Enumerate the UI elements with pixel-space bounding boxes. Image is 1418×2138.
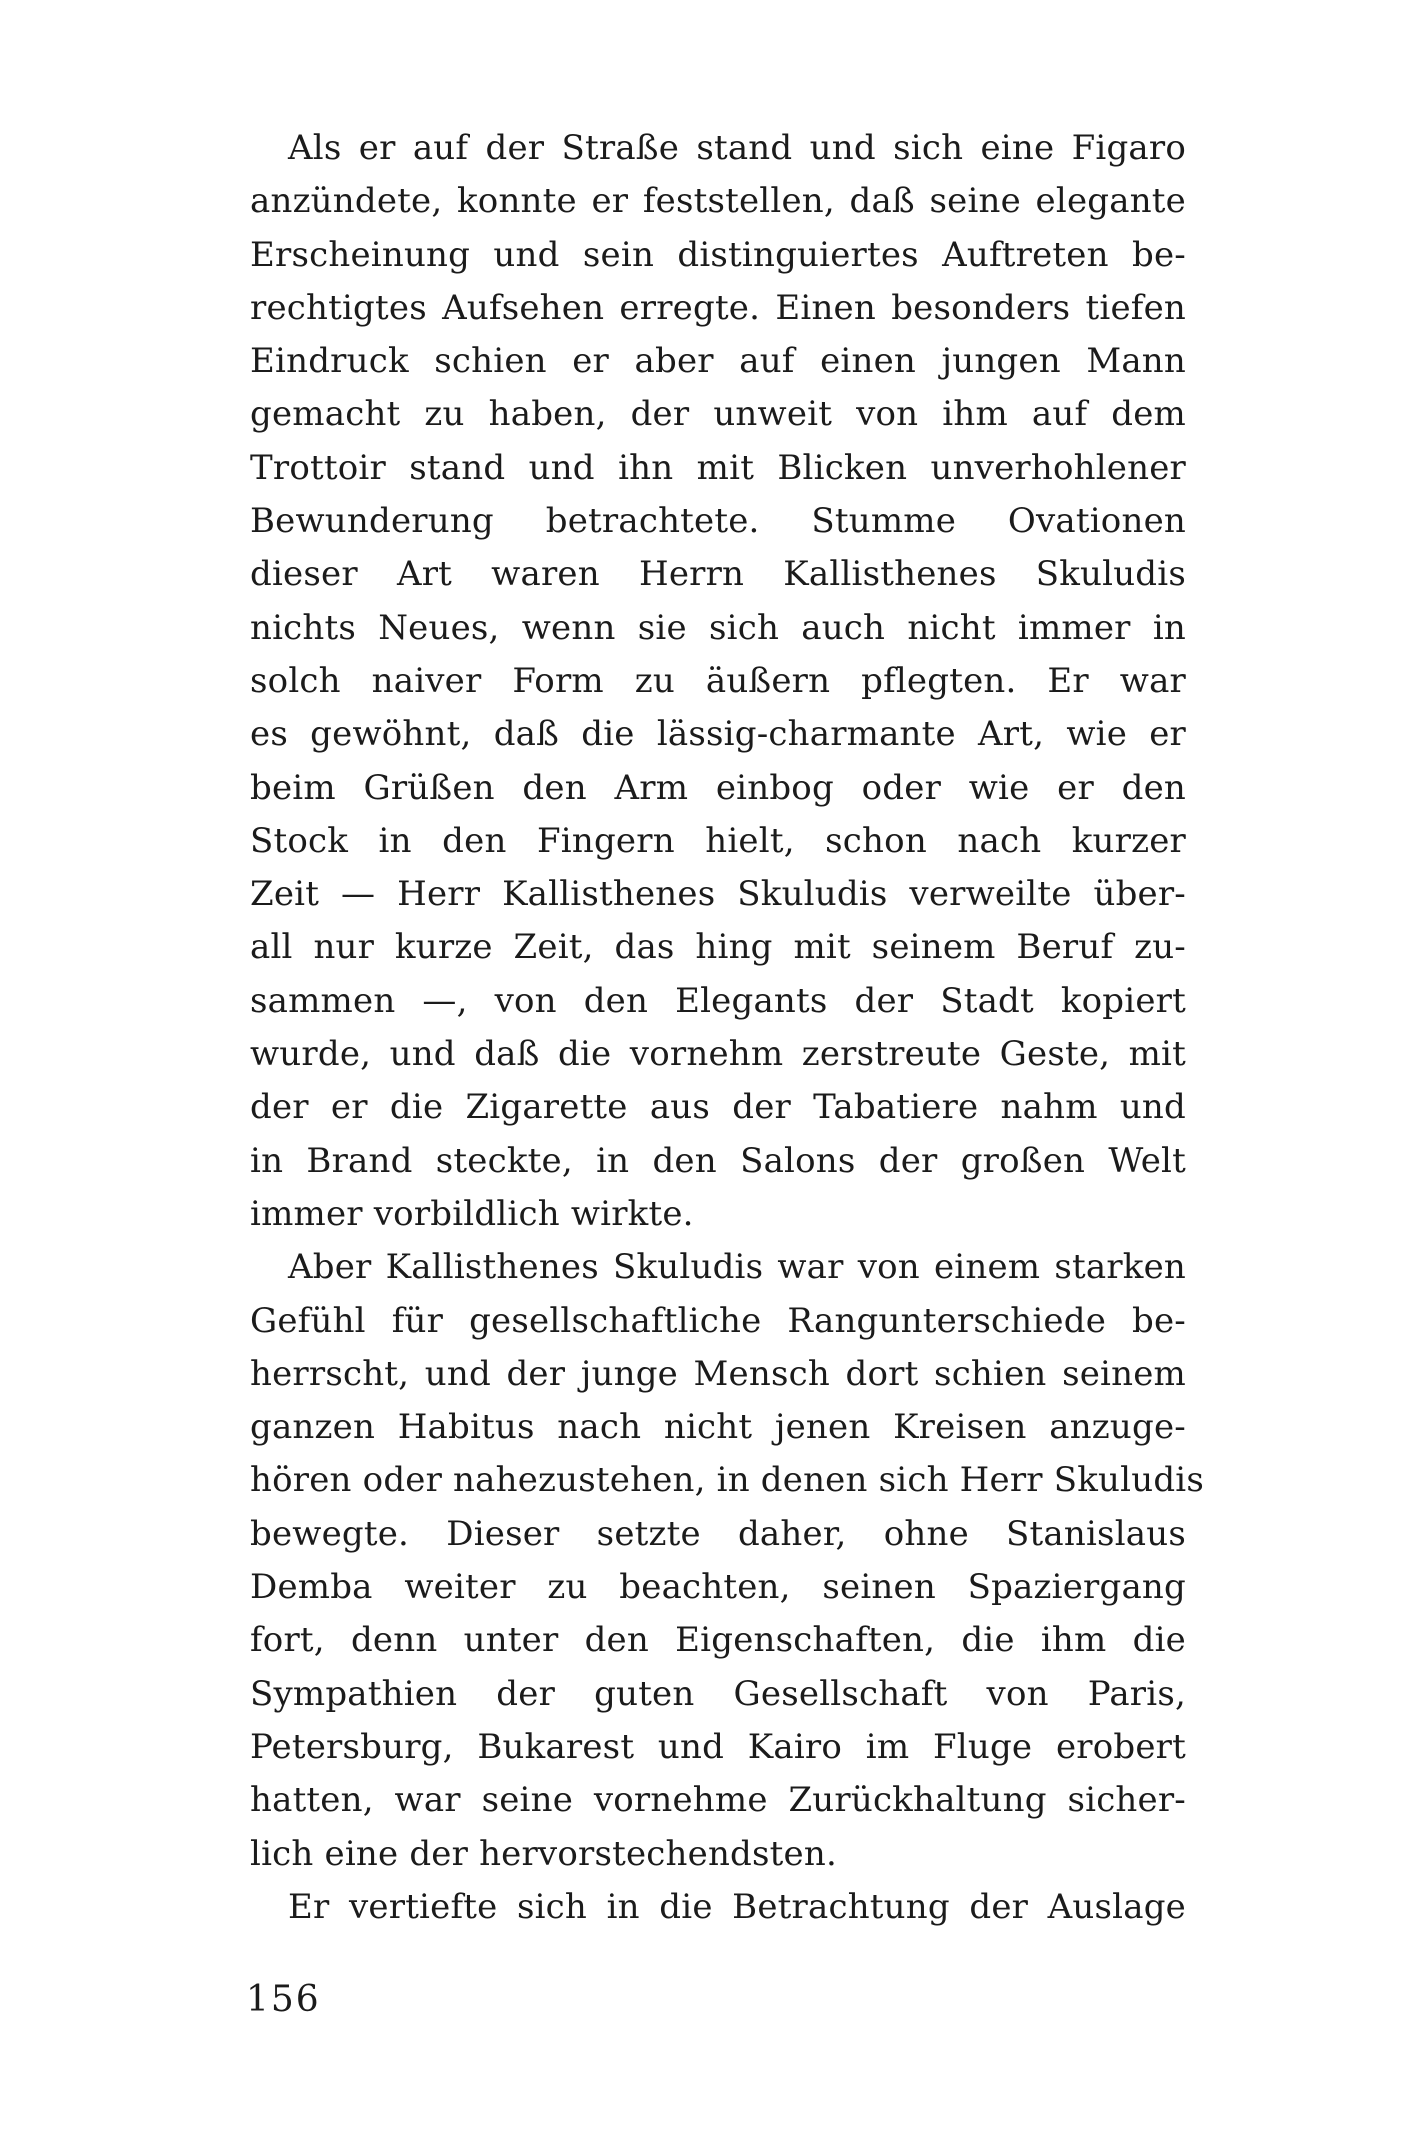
text-line: Erscheinung und sein distinguiertes Auftreten be- [250,234,1186,275]
text-line: bewegte. Dieser setzte daher, ohne Stanislaus [250,1513,1186,1554]
text-line: es gewöhnt, daß die lässig-charmante Art, wie er [250,714,1186,755]
text-line: dieser Art waren Herrn Kallisthenes Skuludis [250,554,1186,595]
text-line: Sympathien der guten Gesellschaft von Paris, [250,1673,1186,1714]
text-line: wurde, und daß die vornehm zerstreute Geste, mit [250,1034,1186,1075]
page-number: 156 [246,1979,321,2020]
text-line: Als er auf der Straße stand und sich eine Figaro [288,128,1186,168]
text-line: Demba weiter zu beachten, seinen Spaziergang [250,1567,1186,1608]
text-line: anzündete, konnte er feststellen, daß seine elegante [250,181,1186,222]
text-line: Gefühl für gesellschaftliche Rangunterschiede be- [250,1300,1186,1341]
text-line: Eindruck schien er aber auf einen jungen Mann [250,341,1186,382]
body-text [250,122,1205,1934]
text-line: Stock in den Fingern hielt, schon nach kurzer [250,820,1186,861]
text-line: solch naiver Form zu äußern pflegten. Er war [250,660,1186,701]
text-line: rechtigtes Aufsehen erregte. Einen besonders tiefen [250,287,1186,328]
text-line: Trottoir stand und ihn mit Blicken unverhohlener [250,447,1186,488]
text-line: in Brand steckte, in den Salons der großen Welt [250,1140,1186,1181]
text-line: herrscht, und der junge Mensch dort schien seinem [250,1353,1186,1394]
text-line: all nur kurze Zeit, das hing mit seinem Beruf zu- [250,927,1186,968]
text-line: beim Grüßen den Arm einbog oder wie er den [250,767,1186,808]
text-line: nichts Neues, wenn sie sich auch nicht immer in [250,607,1186,648]
text-line: immer vorbildlich wirkte. [250,1193,694,1234]
text-line: hatten, war seine vornehme Zurückhaltung sicher- [250,1780,1186,1821]
text-line: Petersburg, Bukarest und Kairo im Fluge erobert [250,1726,1186,1767]
text-line: Aber Kallisthenes Skuludis war von einem starken [288,1247,1186,1288]
text-line: Zeit — Herr Kallisthenes Skuludis verweilte über- [250,874,1186,915]
text-line: lich eine der hervorstechendsten. [250,1833,837,1874]
text-line: gemacht zu haben, der unweit von ihm auf dem [250,394,1186,435]
text-line: fort, denn unter den Eigenschaften, die ihm die [250,1620,1186,1661]
text-line: Er vertiefte sich in die Betrachtung der Auslage [288,1886,1186,1927]
text-line: hören oder nahezustehen, in denen sich Herr Skuludis [250,1460,1205,1501]
text-line: ganzen Habitus nach nicht jenen Kreisen anzuge- [250,1407,1186,1448]
text-line: Bewunderung betrachtete. Stumme Ovationen [250,501,1186,542]
text-line: sammen —, von den Elegants der Stadt kopiert [250,980,1186,1021]
text-line: der er die Zigarette aus der Tabatiere nahm und [250,1087,1186,1128]
